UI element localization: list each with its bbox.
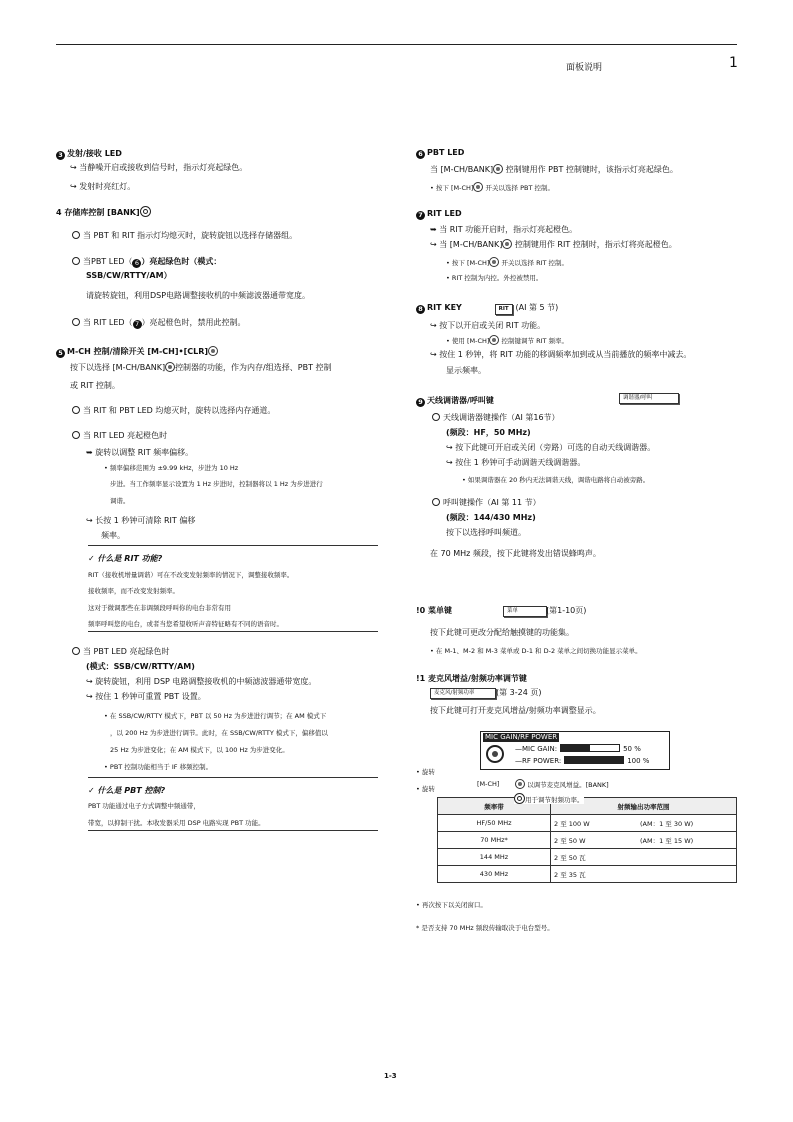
r8-line2-end: 显示频率。 [446, 366, 486, 375]
s6-bullet2: • PBT 控制功能相当于 IF 移频控制。 [104, 763, 213, 771]
s6-step2: ↪ 按住 1 秒钟可重置 PBT 设置。 [86, 692, 206, 701]
close-window-note: • 再次按下以关闭窗口。 [416, 901, 487, 909]
r-section-6-title: 6 PBT LED [416, 148, 464, 159]
s5-para1: 按下以选择 [M-CH/BANK] 控制器的功能，作为内存/组选择、PBT 控制 [70, 363, 332, 372]
circle-bullet-icon [72, 231, 80, 239]
section-3-title: 3 发射/接收 LED [56, 148, 122, 160]
r7-bullet2: • RIT 控制为内控。外控被禁用。 [446, 274, 543, 282]
s3-line1: ↪ 当静噪开启或接收到信号时，指示灯亮起绿色。 [70, 163, 248, 172]
mic-rf-key-icon: 麦克风/射频功率 [430, 688, 496, 699]
r7-line1: ➥ 当 RIT 功能开启时，指示灯亮起橙色。 [430, 225, 578, 234]
rotate-rf-power: 用于调节射频功率。 [514, 793, 584, 804]
tuner-call-key-icon: 调谐器/呼叫 [619, 393, 679, 404]
display-title: MIC GAIN/RF POWER [485, 733, 558, 741]
note1-line3: 这对于微调那些在非调频段呼叫你的电台非常有用 [88, 604, 231, 612]
circle-bullet-icon [72, 257, 80, 265]
r9-step2: ↪ 按住 1 秒钟可手动调谐天线调谐器。 [446, 458, 586, 467]
s6-mode: (模式：SSB/CW/RTTY/AM) [86, 662, 195, 671]
r-section-8-title: 8 RIT KEY RIT (AI 第 5 节) [416, 302, 558, 315]
rit-key-icon: RIT [495, 304, 513, 315]
note1-rule-top [88, 545, 378, 546]
rf-power-table [437, 797, 737, 883]
rotate-label-2: • 旋转 [416, 785, 435, 793]
table-row: 144 MHz 2 至 50 瓦 [438, 849, 737, 866]
mic-gain-row: —MIC GAIN: 50 % [515, 745, 641, 753]
r9-option2: 呼叫键操作（AI 第 11 节） [432, 497, 541, 508]
r11-line1: 按下此键可打开麦克风增益/射频功率调整显示。 [430, 706, 601, 715]
r-section-9-title: 9 天线调谐器/呼叫键 [416, 395, 494, 407]
r9-band2: (频段：144/430 MHz) [446, 513, 536, 522]
r10-line1: 按下此键可更改分配给触摸键的功能集。 [430, 628, 574, 637]
r8-bullet1: • 使用 [M-CH] 控制键调节 RIT 频率。 [446, 337, 569, 345]
r6-bullet1: • 按下 [M-CH] 开关以选择 PBT 控制。 [430, 184, 554, 192]
note1-line4: 频率呼叫您的电台，或者当您希望收听声音特征略有不同的语音时。 [88, 620, 283, 628]
r-section-10-title: !0 菜单键 [416, 606, 453, 615]
s3-line2: ↪ 发射时亮红灯。 [70, 182, 136, 191]
s6-bullet1-end: 25 Hz 为步进变化；在 AM 模式下，以 100 Hz 为步进变化。 [110, 746, 289, 754]
section-4-title: 4 存储库控制 [BANK] [56, 206, 151, 218]
s6-step1: ↪ 旋转旋钮，利用 DSP 电路调整接收机的中频滤波器通带宽度。 [86, 677, 317, 686]
mch-label: [M-CH] [477, 780, 500, 788]
header-title: 面板说明 [566, 63, 603, 73]
header-page-number: 1 [729, 55, 738, 71]
number-5-icon: 5 [56, 349, 65, 358]
header-rule [56, 44, 737, 45]
mic-rf-power-display [480, 731, 670, 770]
r6-line1: 当 [M-CH/BANK] 控制键用作 PBT 控制键时，该指示灯亮起绿色。 [430, 165, 678, 174]
r9-bullet1: • 如果调谐器在 20 秒内无法调谐天线，调谐电路将自动被旁路。 [462, 476, 650, 484]
table-row: 430 MHz 2 至 35 瓦 [438, 866, 737, 883]
s5-step1: ➥ 旋转以调整 RIT 频率偏移。 [86, 448, 194, 457]
s5-bullet1-cont: 步进。当工作频率显示设置为 1 Hz 步进时，控制器将以 1 Hz 为步进进行 [110, 480, 323, 488]
note2-rule-top [88, 777, 378, 778]
r9-step3: 按下以选择呼叫频道。 [446, 528, 526, 537]
s6-bullet1: • 在 SSB/CW/RTTY 模式下，PBT 以 50 Hz 为步进进行调节；在 AM 模式下 [104, 712, 327, 720]
s4-option2-desc: 请旋转旋钮，利用DSP电路调整接收机的中频滤波器通带宽度。 [86, 291, 311, 300]
note2-rule-bottom [88, 830, 378, 831]
r10-ref: (第1-10页) [546, 606, 587, 615]
s4-option1: 当 PBT 和 RIT 指示灯均熄灭时，旋转旋钮以选择存储器组。 [72, 230, 297, 241]
s4-option2: 当PBT LED（ 6 ）亮起绿色时（模式： [72, 256, 221, 268]
number-3-icon: 3 [56, 151, 65, 160]
footer-page-number: 1-3 [384, 1072, 397, 1080]
r9-step1: ↪ 按下此键可开启或关闭（旁路）可选的自动天线调谐器。 [446, 443, 656, 452]
table-header-band: 频率带 [438, 798, 551, 815]
s4-option3: 当 RIT LED（ 7 ）亮起橙色时，禁用此控制。 [72, 317, 246, 329]
r9-option1: 天线调谐器键操作（AI 第16节） [432, 412, 560, 423]
footnote: * 是否支持 70 MHz 频段传输取决于电台型号。 [416, 924, 554, 932]
note1-title: ✓ 什么是 RIT 功能? [88, 554, 163, 563]
r-section-7-title: 7 RIT LED [416, 209, 462, 220]
s5-para2: 或 RIT 控制。 [70, 381, 120, 390]
r11-ref: (第 3-24 页) [496, 688, 542, 697]
note1-rule-bottom [88, 631, 378, 632]
r8-line2: ↪ 按住 1 秒钟，将 RIT 功能的移调频率加到或从当前播放的频率中减去。 [430, 350, 692, 359]
s5-bullet1: • 频率偏移范围为 ±9.99 kHz，步进为 10 Hz [104, 464, 239, 472]
mch-bank-knob-icon [165, 362, 175, 372]
s5-option2: 当 RIT LED 亮起橙色时 [72, 430, 167, 441]
menu-key-icon: 菜单 [503, 606, 547, 617]
dial-icon [486, 745, 504, 763]
table-header-range: 射频输出功率范围 [551, 798, 737, 815]
table-row: HF/50 MHz 2 至 100 W (AM：1 至 30 W) [438, 815, 737, 832]
circle-bullet-icon [72, 318, 80, 326]
r7-line2: ↪ 当 [M-CH/BANK] 控制键用作 RIT 控制时，指示灯将亮起橙色。 [430, 240, 677, 249]
note2-title: ✓ 什么是 PBT 控制? [88, 786, 166, 795]
note1-line1: RIT（接收机增量调谐）可在不改变发射频率的情况下，调整接收频率。 [88, 571, 294, 579]
r9-band1: (频段：HF，50 MHz) [446, 428, 531, 437]
note2-line1: PBT 功能通过电子方式调整中频通带， [88, 802, 200, 810]
r-section-11-title: !1 麦克风增益/射频功率调节键 [416, 674, 527, 683]
s6-option1: 当 PBT LED 亮起绿色时 [72, 646, 170, 657]
s5-bullet1-end: 调谐。 [110, 497, 130, 505]
s6-bullet1-cont: ，以 200 Hz 为步进进行调节。此时，在 SSB/CW/RTTY 模式下，偏移值以 [110, 729, 328, 737]
r8-line1: ↪ 按下以开启或关闭 RIT 功能。 [430, 321, 546, 330]
mic-gain-bar-fill [561, 745, 590, 751]
r10-bullet1: • 在 M-1、M-2 和 M-3 菜单或 D-1 和 D-2 菜单之间切换功能显示菜单。 [430, 647, 642, 655]
rotate-mic-gain: 以调节麦克风增益。[BANK] [515, 779, 609, 789]
note2-line2: 带宽，以抑制干扰。本收发器采用 DSP 电路实现 PBT 功能。 [88, 819, 265, 827]
s5-step2: ↪ 长按 1 秒钟可清除 RIT 偏移 [86, 516, 196, 525]
rf-power-bar-fill [565, 757, 623, 763]
bank-knob-icon [140, 206, 151, 217]
r9-line-70mhz: 在 70 MHz 频段，按下此键将发出错误蜂鸣声。 [430, 549, 601, 558]
note1-line2: 接收频率，而不改变发射频率。 [88, 587, 179, 595]
table-row: 70 MHz* 2 至 50 W (AM：1 至 15 W) [438, 832, 737, 849]
s5-option1: 当 RIT 和 PBT LED 均熄灭时，旋转以选择内存通道。 [72, 405, 275, 416]
rf-power-row: —RF POWER: 100 % [515, 757, 650, 765]
r7-bullet1: • 按下 [M-CH] 开关以选择 RIT 控制。 [446, 259, 569, 267]
mch-knob-icon [208, 346, 218, 356]
s4-option2-mode: SSB/CW/RTTY/AM） [86, 271, 172, 280]
section-5-title: 5 M-CH 控制/清除开关 [M-CH]•[CLR] [56, 346, 218, 358]
s5-step2-end: 频率。 [101, 531, 125, 540]
rotate-label-1: • 旋转 [416, 768, 435, 776]
